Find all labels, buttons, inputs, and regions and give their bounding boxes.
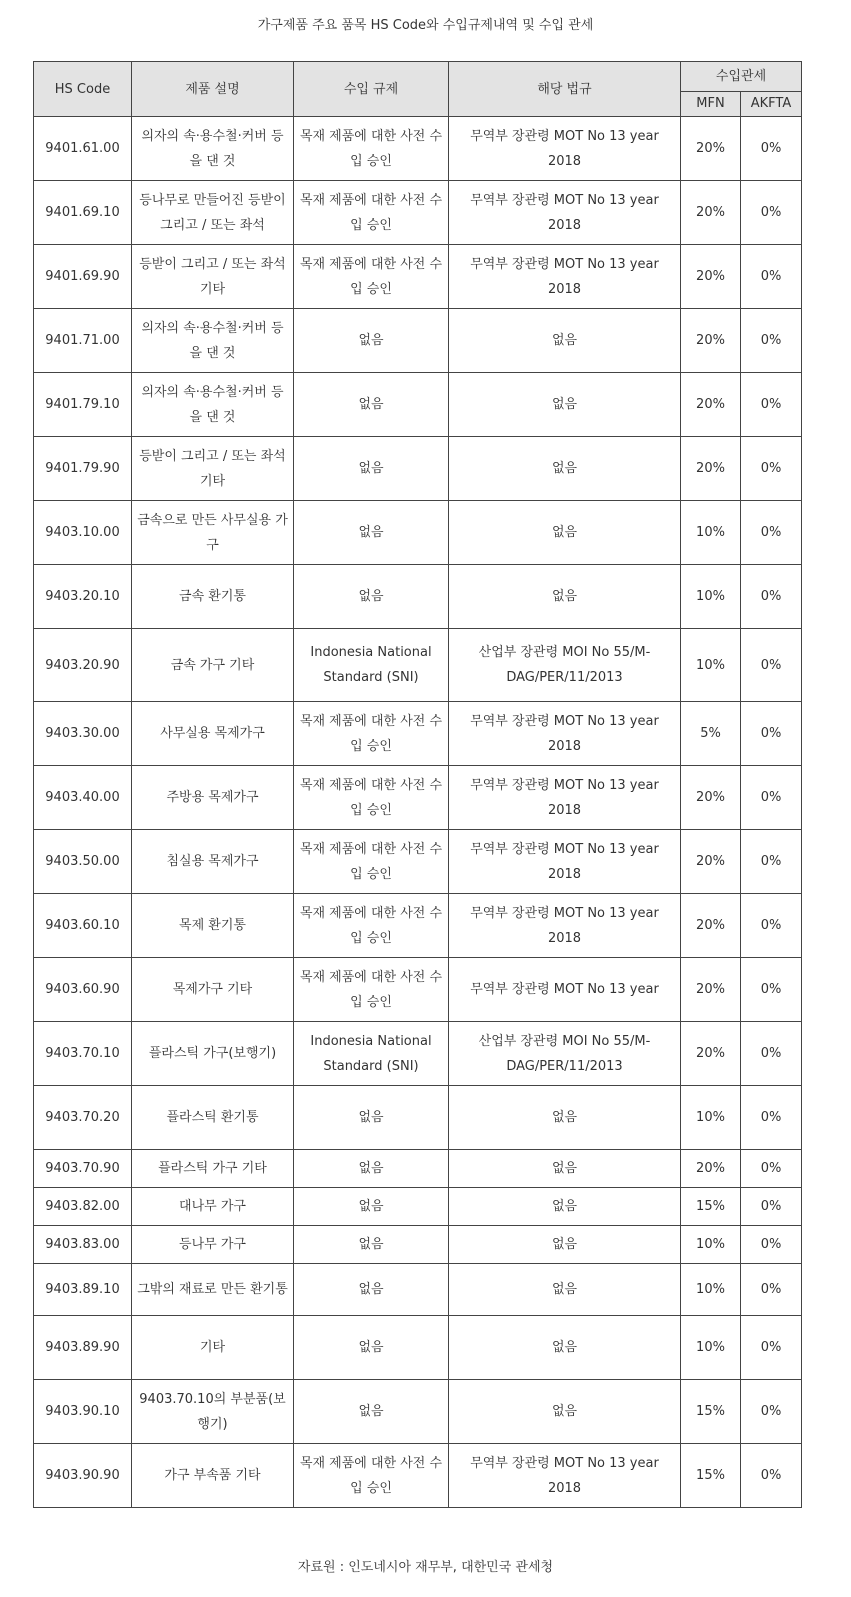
description-cell: 가구 부속품 기타 bbox=[132, 1444, 294, 1508]
description-cell: 9403.70.10의 부분품(보행기) bbox=[132, 1380, 294, 1444]
description-cell: 사무실용 목제가구 bbox=[132, 702, 294, 766]
akfta-cell: 0% bbox=[741, 958, 802, 1022]
table-row bbox=[34, 1380, 802, 1444]
akfta-cell: 0% bbox=[741, 766, 802, 830]
hs-code-cell: 9403.40.00 bbox=[34, 766, 132, 830]
description-cell: 의자의 속·용수철·커버 등을 댄 것 bbox=[132, 117, 294, 181]
hs-code-cell: 9401.79.10 bbox=[34, 373, 132, 437]
akfta-cell: 0% bbox=[741, 830, 802, 894]
mfn-cell: 20% bbox=[681, 117, 741, 181]
description-cell: 주방용 목제가구 bbox=[132, 766, 294, 830]
akfta-cell: 0% bbox=[741, 629, 802, 702]
akfta-cell: 0% bbox=[741, 1264, 802, 1316]
hs-code-cell: 9403.82.00 bbox=[34, 1188, 132, 1226]
hs-code-cell: 9401.69.10 bbox=[34, 181, 132, 245]
regulation-cell: 없음 bbox=[294, 565, 449, 629]
law-cell: 없음 bbox=[449, 1188, 681, 1226]
regulation-cell: 없음 bbox=[294, 373, 449, 437]
law-cell: 없음 bbox=[449, 1086, 681, 1150]
regulation-cell: 없음 bbox=[294, 501, 449, 565]
akfta-cell: 0% bbox=[741, 894, 802, 958]
table-row bbox=[34, 894, 802, 958]
akfta-cell: 0% bbox=[741, 702, 802, 766]
hs-code-cell: 9403.70.10 bbox=[34, 1022, 132, 1086]
header-law: 해당 법규 bbox=[449, 62, 681, 117]
akfta-cell: 0% bbox=[741, 1150, 802, 1188]
law-cell: 무역부 장관령 MOT No 13 year 2018 bbox=[449, 702, 681, 766]
description-cell: 등나무로 만들어진 등받이 그리고 / 또는 좌석 bbox=[132, 181, 294, 245]
description-cell: 등나무 가구 bbox=[132, 1226, 294, 1264]
header-akfta: AKFTA bbox=[741, 92, 802, 117]
table-row bbox=[34, 501, 802, 565]
law-cell: 없음 bbox=[449, 565, 681, 629]
hs-code-cell: 9403.83.00 bbox=[34, 1226, 132, 1264]
hs-code-cell: 9403.50.00 bbox=[34, 830, 132, 894]
mfn-cell: 20% bbox=[681, 245, 741, 309]
table-row bbox=[34, 1086, 802, 1150]
mfn-cell: 10% bbox=[681, 501, 741, 565]
akfta-cell: 0% bbox=[741, 309, 802, 373]
description-cell: 목제 환기통 bbox=[132, 894, 294, 958]
regulation-cell: 없음 bbox=[294, 1316, 449, 1380]
regulation-cell: 목재 제품에 대한 사전 수입 승인 bbox=[294, 1444, 449, 1508]
description-cell: 그밖의 재료로 만든 환기통 bbox=[132, 1264, 294, 1316]
hs-code-cell: 9403.30.00 bbox=[34, 702, 132, 766]
header-duty: 수입관세 bbox=[681, 62, 802, 92]
regulation-cell: 없음 bbox=[294, 1264, 449, 1316]
law-cell: 없음 bbox=[449, 1150, 681, 1188]
table-row bbox=[34, 1226, 802, 1264]
regulation-cell: 없음 bbox=[294, 309, 449, 373]
law-cell: 무역부 장관령 MOT No 13 year 2018 bbox=[449, 766, 681, 830]
table-row bbox=[34, 245, 802, 309]
regulation-cell: 목재 제품에 대한 사전 수입 승인 bbox=[294, 181, 449, 245]
akfta-cell: 0% bbox=[741, 1188, 802, 1226]
akfta-cell: 0% bbox=[741, 1086, 802, 1150]
hs-code-cell: 9401.79.90 bbox=[34, 437, 132, 501]
mfn-cell: 10% bbox=[681, 629, 741, 702]
akfta-cell: 0% bbox=[741, 501, 802, 565]
regulation-cell: 없음 bbox=[294, 1150, 449, 1188]
law-cell: 무역부 장관령 MOT No 13 year bbox=[449, 958, 681, 1022]
mfn-cell: 20% bbox=[681, 1022, 741, 1086]
law-cell: 없음 bbox=[449, 501, 681, 565]
hs-code-cell: 9403.90.10 bbox=[34, 1380, 132, 1444]
table-row bbox=[34, 117, 802, 181]
description-cell: 기타 bbox=[132, 1316, 294, 1380]
regulation-cell: 없음 bbox=[294, 1226, 449, 1264]
regulation-cell: 목재 제품에 대한 사전 수입 승인 bbox=[294, 702, 449, 766]
akfta-cell: 0% bbox=[741, 373, 802, 437]
header-hs-code: HS Code bbox=[34, 62, 132, 117]
mfn-cell: 15% bbox=[681, 1444, 741, 1508]
akfta-cell: 0% bbox=[741, 1226, 802, 1264]
description-cell: 등받이 그리고 / 또는 좌석 기타 bbox=[132, 245, 294, 309]
mfn-cell: 20% bbox=[681, 830, 741, 894]
table-row bbox=[34, 1444, 802, 1508]
hs-code-cell: 9401.71.00 bbox=[34, 309, 132, 373]
mfn-cell: 10% bbox=[681, 1264, 741, 1316]
table-row bbox=[34, 766, 802, 830]
regulation-cell: Indonesia National Standard (SNI) bbox=[294, 629, 449, 702]
law-cell: 없음 bbox=[449, 1380, 681, 1444]
header-mfn: MFN bbox=[681, 92, 741, 117]
mfn-cell: 20% bbox=[681, 181, 741, 245]
akfta-cell: 0% bbox=[741, 1380, 802, 1444]
mfn-cell: 10% bbox=[681, 1316, 741, 1380]
page-title: 가구제품 주요 품목 HS Code와 수입규제내역 및 수입 관세 bbox=[257, 18, 594, 33]
table-body bbox=[34, 117, 802, 1508]
law-cell: 없음 bbox=[449, 1226, 681, 1264]
regulation-cell: 목재 제품에 대한 사전 수입 승인 bbox=[294, 958, 449, 1022]
akfta-cell: 0% bbox=[741, 565, 802, 629]
regulation-cell: 없음 bbox=[294, 1380, 449, 1444]
description-cell: 대나무 가구 bbox=[132, 1188, 294, 1226]
akfta-cell: 0% bbox=[741, 1022, 802, 1086]
akfta-cell: 0% bbox=[741, 1316, 802, 1380]
description-cell: 금속으로 만든 사무실용 가구 bbox=[132, 501, 294, 565]
mfn-cell: 20% bbox=[681, 1150, 741, 1188]
table-row bbox=[34, 1264, 802, 1316]
law-cell: 무역부 장관령 MOT No 13 year 2018 bbox=[449, 894, 681, 958]
law-cell: 산업부 장관령 MOI No 55/M-DAG/PER/11/2013 bbox=[449, 1022, 681, 1086]
regulation-cell: 없음 bbox=[294, 437, 449, 501]
mfn-cell: 20% bbox=[681, 766, 741, 830]
regulation-cell: 목재 제품에 대한 사전 수입 승인 bbox=[294, 245, 449, 309]
akfta-cell: 0% bbox=[741, 1444, 802, 1508]
hs-code-cell: 9403.60.10 bbox=[34, 894, 132, 958]
hs-code-cell: 9403.60.90 bbox=[34, 958, 132, 1022]
regulation-cell: Indonesia National Standard (SNI) bbox=[294, 1022, 449, 1086]
regulation-cell: 목재 제품에 대한 사전 수입 승인 bbox=[294, 894, 449, 958]
mfn-cell: 5% bbox=[681, 702, 741, 766]
table-row bbox=[34, 181, 802, 245]
hs-code-cell: 9403.70.90 bbox=[34, 1150, 132, 1188]
mfn-cell: 10% bbox=[681, 1226, 741, 1264]
description-cell: 플라스틱 환기통 bbox=[132, 1086, 294, 1150]
hs-code-cell: 9403.20.90 bbox=[34, 629, 132, 702]
table-row bbox=[34, 830, 802, 894]
hs-code-cell: 9403.70.20 bbox=[34, 1086, 132, 1150]
table-row bbox=[34, 565, 802, 629]
law-cell: 없음 bbox=[449, 373, 681, 437]
law-cell: 없음 bbox=[449, 437, 681, 501]
mfn-cell: 10% bbox=[681, 1086, 741, 1150]
mfn-cell: 20% bbox=[681, 958, 741, 1022]
description-cell: 목제가구 기타 bbox=[132, 958, 294, 1022]
law-cell: 없음 bbox=[449, 309, 681, 373]
description-cell: 플라스틱 가구(보행기) bbox=[132, 1022, 294, 1086]
regulation-cell: 없음 bbox=[294, 1086, 449, 1150]
regulation-cell: 목재 제품에 대한 사전 수입 승인 bbox=[294, 117, 449, 181]
hs-code-cell: 9403.10.00 bbox=[34, 501, 132, 565]
header-description: 제품 설명 bbox=[132, 62, 294, 117]
akfta-cell: 0% bbox=[741, 245, 802, 309]
law-cell: 산업부 장관령 MOI No 55/M-DAG/PER/11/2013 bbox=[449, 629, 681, 702]
description-cell: 금속 가구 기타 bbox=[132, 629, 294, 702]
akfta-cell: 0% bbox=[741, 117, 802, 181]
table-row bbox=[34, 1316, 802, 1380]
table-row bbox=[34, 1022, 802, 1086]
hs-code-cell: 9403.89.10 bbox=[34, 1264, 132, 1316]
mfn-cell: 20% bbox=[681, 894, 741, 958]
description-cell: 침실용 목제가구 bbox=[132, 830, 294, 894]
mfn-cell: 15% bbox=[681, 1188, 741, 1226]
law-cell: 무역부 장관령 MOT No 13 year 2018 bbox=[449, 245, 681, 309]
description-cell: 의자의 속·용수철·커버 등을 댄 것 bbox=[132, 373, 294, 437]
akfta-cell: 0% bbox=[741, 181, 802, 245]
description-cell: 플라스틱 가구 기타 bbox=[132, 1150, 294, 1188]
source-note: 자료원 : 인도네시아 재무부, 대한민국 관세청 bbox=[297, 1560, 554, 1575]
hs-code-cell: 9403.89.90 bbox=[34, 1316, 132, 1380]
law-cell: 없음 bbox=[449, 1264, 681, 1316]
tariff-table bbox=[33, 61, 802, 1508]
table-row bbox=[34, 1188, 802, 1226]
hs-code-cell: 9401.69.90 bbox=[34, 245, 132, 309]
description-cell: 금속 환기통 bbox=[132, 565, 294, 629]
mfn-cell: 10% bbox=[681, 565, 741, 629]
regulation-cell: 목재 제품에 대한 사전 수입 승인 bbox=[294, 830, 449, 894]
law-cell: 무역부 장관령 MOT No 13 year 2018 bbox=[449, 117, 681, 181]
hs-code-cell: 9401.61.00 bbox=[34, 117, 132, 181]
mfn-cell: 15% bbox=[681, 1380, 741, 1444]
table-row bbox=[34, 702, 802, 766]
table-row bbox=[34, 629, 802, 702]
mfn-cell: 20% bbox=[681, 437, 741, 501]
hs-code-cell: 9403.90.90 bbox=[34, 1444, 132, 1508]
table-row bbox=[34, 309, 802, 373]
table-row bbox=[34, 437, 802, 501]
description-cell: 등받이 그리고 / 또는 좌석 기타 bbox=[132, 437, 294, 501]
law-cell: 무역부 장관령 MOT No 13 year 2018 bbox=[449, 181, 681, 245]
mfn-cell: 20% bbox=[681, 309, 741, 373]
table-row bbox=[34, 1150, 802, 1188]
law-cell: 무역부 장관령 MOT No 13 year 2018 bbox=[449, 830, 681, 894]
description-cell: 의자의 속·용수철·커버 등을 댄 것 bbox=[132, 309, 294, 373]
regulation-cell: 없음 bbox=[294, 1188, 449, 1226]
mfn-cell: 20% bbox=[681, 373, 741, 437]
law-cell: 없음 bbox=[449, 1316, 681, 1380]
table-row bbox=[34, 958, 802, 1022]
hs-code-cell: 9403.20.10 bbox=[34, 565, 132, 629]
regulation-cell: 목재 제품에 대한 사전 수입 승인 bbox=[294, 766, 449, 830]
law-cell: 무역부 장관령 MOT No 13 year 2018 bbox=[449, 1444, 681, 1508]
table-row bbox=[34, 373, 802, 437]
akfta-cell: 0% bbox=[741, 437, 802, 501]
header-regulation: 수입 규제 bbox=[294, 62, 449, 117]
